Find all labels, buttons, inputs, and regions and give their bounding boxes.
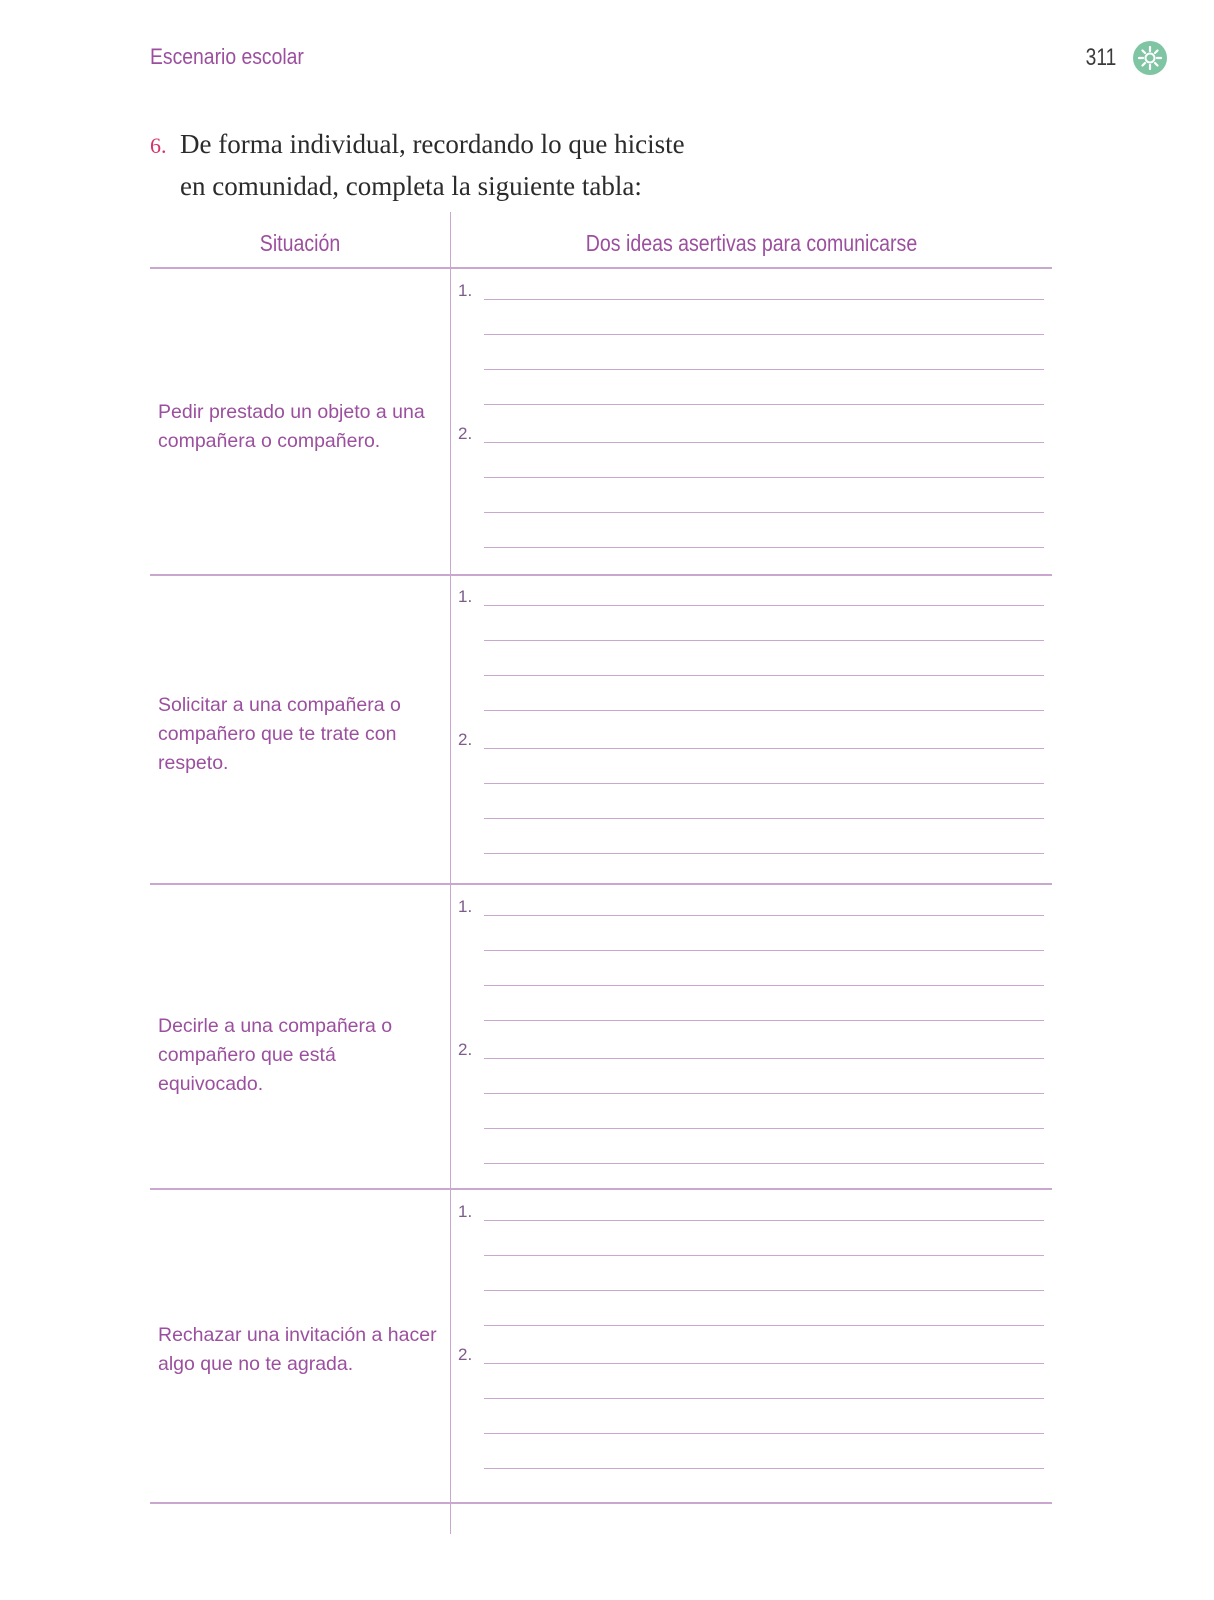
writing-line[interactable] xyxy=(484,442,1044,443)
idea-number: 1. xyxy=(458,897,473,916)
writing-line[interactable] xyxy=(484,1398,1044,1399)
header-rule xyxy=(150,267,1052,269)
writing-line[interactable] xyxy=(484,605,1044,606)
instruction-line-1: De forma individual, recordando lo que hiciste xyxy=(180,129,685,159)
writing-line[interactable] xyxy=(484,477,1044,478)
writing-line[interactable] xyxy=(484,1220,1044,1221)
writing-line[interactable] xyxy=(484,1128,1044,1129)
header-situation: Situación xyxy=(259,230,341,256)
writing-line[interactable] xyxy=(484,818,1044,819)
writing-line[interactable] xyxy=(484,299,1044,300)
instruction xyxy=(150,124,770,206)
row-rule xyxy=(150,574,1052,576)
writing-line[interactable] xyxy=(484,1163,1044,1164)
idea-number: 2. xyxy=(458,424,473,443)
writing-line[interactable] xyxy=(484,1020,1044,1021)
sun-flower-icon xyxy=(1133,41,1167,75)
situation-text: Rechazar una invitación a hacer algo que no te agrada. xyxy=(158,1324,437,1375)
writing-line[interactable] xyxy=(484,915,1044,916)
writing-line[interactable] xyxy=(484,1433,1044,1434)
writing-line[interactable] xyxy=(484,675,1044,676)
writing-line[interactable] xyxy=(484,547,1044,548)
writing-line[interactable] xyxy=(484,640,1044,641)
writing-line[interactable] xyxy=(484,853,1044,854)
idea-number: 1. xyxy=(458,1202,473,1221)
idea-number: 1. xyxy=(458,281,473,300)
writing-line[interactable] xyxy=(484,985,1044,986)
situation-text: Pedir prestado un objeto a una compañera o compañero. xyxy=(158,401,425,452)
writing-line[interactable] xyxy=(484,1255,1044,1256)
writing-line[interactable] xyxy=(484,748,1044,749)
instruction-line-2: en comunidad, completa la siguiente tabla: xyxy=(180,171,642,201)
writing-line[interactable] xyxy=(484,1058,1044,1059)
idea-number: 2. xyxy=(458,1345,473,1364)
writing-line[interactable] xyxy=(484,783,1044,784)
header-assertive-ideas: Dos ideas asertivas para comunicarse xyxy=(585,230,918,256)
writing-line[interactable] xyxy=(484,1325,1044,1326)
writing-line[interactable] xyxy=(484,710,1044,711)
page-number: 311 xyxy=(1085,44,1116,71)
table-bottom-rule xyxy=(150,1502,1052,1504)
assertive-ideas-table xyxy=(150,212,1052,1534)
writing-line[interactable] xyxy=(484,1290,1044,1291)
section-title: Escenario escolar xyxy=(150,44,304,69)
idea-number: 2. xyxy=(458,1040,473,1059)
writing-line[interactable] xyxy=(484,404,1044,405)
row-rule xyxy=(150,883,1052,885)
row-rule xyxy=(150,1188,1052,1190)
column-divider xyxy=(450,212,451,1534)
situation-text: Decirle a una compañera o compañero que está equivocado. xyxy=(158,1015,393,1095)
writing-line[interactable] xyxy=(484,369,1044,370)
situation-text: Solicitar a una compañera o compañero que te trate con respeto. xyxy=(158,694,401,774)
instruction-number: 6. xyxy=(150,133,167,158)
idea-number: 1. xyxy=(458,587,473,606)
idea-number: 2. xyxy=(458,730,473,749)
writing-line[interactable] xyxy=(484,950,1044,951)
writing-line[interactable] xyxy=(484,1093,1044,1094)
writing-line[interactable] xyxy=(484,1468,1044,1469)
writing-line[interactable] xyxy=(484,1363,1044,1364)
writing-line[interactable] xyxy=(484,334,1044,335)
writing-line[interactable] xyxy=(484,512,1044,513)
